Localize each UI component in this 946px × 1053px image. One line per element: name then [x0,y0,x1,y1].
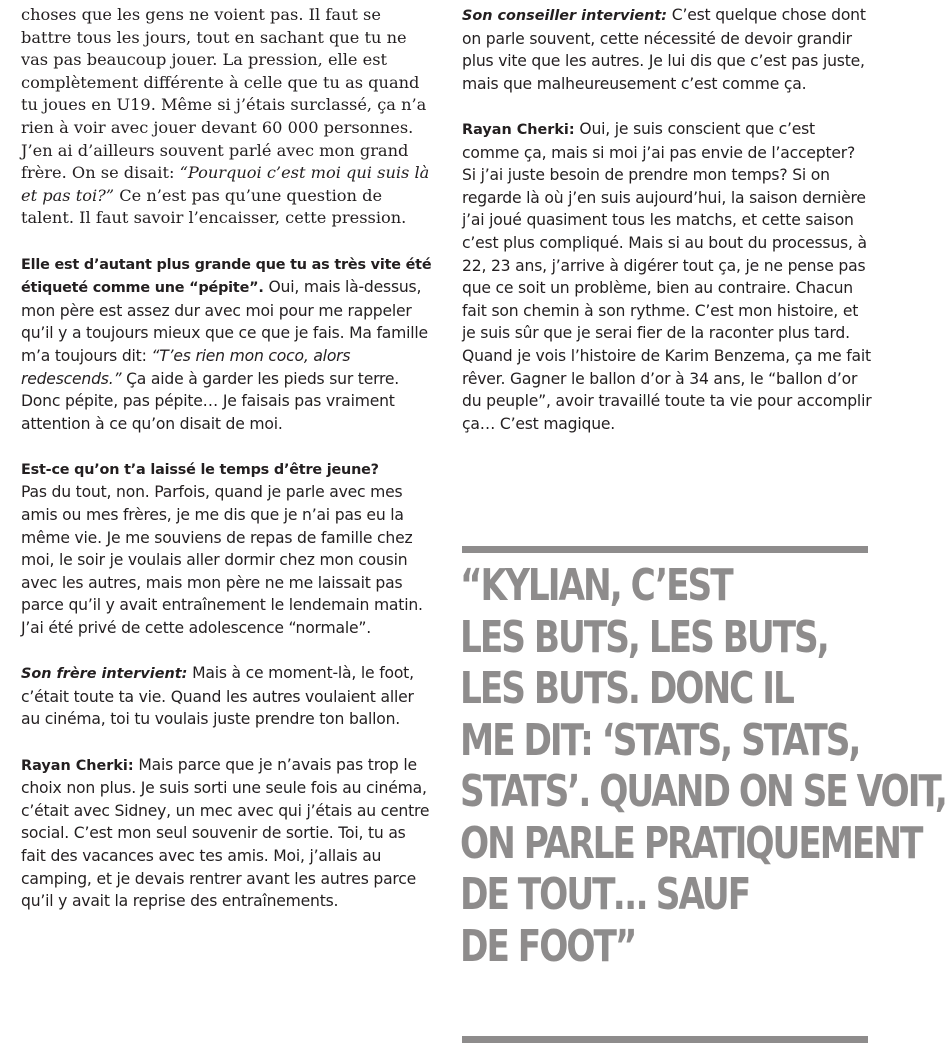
right-column [462,4,872,458]
quote-brother: “Pourquoi c’est moi qui suis là et pas toi?” [21,163,430,205]
paragraph-cinema: Rayan Cherki: Mais parce que je n’avais pas trop le choix non plus. Je suis sorti une seule fois au cinéma, c’était avec Sidney, un mec avec qui j’étais au centre social. C’est mon seul souvenir de sortie. Toi, tu as fait des vacances avec tes amis. Moi, j’allais au camping, et je devais rentrer avant les autres parce qu’il y avait la reprise des entraînements. [21,755,430,911]
paragraph-benzema: Rayan Cherki: Oui, je suis conscient que c’est comme ça, mais si moi j’ai pas envie de l’accepter? Si j’ai juste besoin de prendre mon temps? Si on regarde là où j’en suis aujourd’hui, la saison dernière j’ai joué quasiment tous les matchs, et cette saison c’est plus compliqué. Mais si au bout du processus, à 22, 23 ans, j’arrive à digérer tout ça, je ne pense pas que ce soit un problème, bien au contraire. Chacun fait son chemin à son rythme. C’est mon histoire, et je suis sûr que je serai fier de la raconter plus tard. Quand je vois l’histoire de Karim Benzema, ça me fait rêver. Gagner le ballon d’or à 34 ans, le “ballon d’or du peuple”, avoir travaillé toute ta vie pour accomplir ça… C’est magique. [462,119,872,433]
paragraph-youth [21,458,435,640]
pull-quote-line: LES BUTS, LES BUTS, [460,611,828,663]
question-youth: Est-ce qu’on t’a laissé le temps d’être jeune? [21,461,379,478]
pull-quote-top-rule [462,546,868,553]
answer-youth: Pas du tout, non. Parfois, quand je parle avec mes amis ou mes frères, je me dis que je n’ai pas eu la même vie. Je me souviens de repas de famille chez moi, le soir je voulais aller dormir chez mon cousin avec les autres, mais mon père ne me laissait pas parce qu’il y avait entraînement le lendemain matin. J’ai été privé de cette adolescence “normale”. [21,483,423,638]
speaker-rayan: Rayan Cherki: [21,757,134,774]
speaker-brother: Son frère intervient: [21,666,188,683]
paragraph-pressure: choses que les gens ne voient pas. Il faut se battre tous les jours, tout en sachant que tu ne vas pas beaucoup jouer. La pression, elle est complètement différente à celle que tu as quand tu joues en U19. Même si j’étais surclassé, ça n’a rien à voir avec jouer devant 60 000 personnes. J’en ai d’ailleurs souvent parlé avec mon grand frère. On se disait: “Pourquoi c’est moi qui suis là et pas toi?” Ce n’est pas qu’une question de talent. Il faut savoir l’encaisser, cette pression. [21,5,430,228]
left-column [21,4,435,935]
pull-quote-line: LES BUTS. DONC IL [460,663,793,714]
paragraph-advisor: Son conseiller intervient: C’est quelque chose dont on parle souvent, cette nécessité de devoir grandir plus vite que les autres. Je lui dis que c’est pas juste, mais que malheureusement c’est comme ça. [462,6,866,93]
pull-quote-line: ON PARLE PRATIQUEMENT [460,817,922,869]
paragraph-brother: Son frère intervient: Mais à ce moment-là, le foot, c’était toute ta vie. Quand les autres voulaient aller au cinéma, toi tu voulais juste prendre ton ballon. [21,664,414,729]
pull-quote-line: “KYLIAN, C’EST [460,560,732,611]
speaker-advisor: Son conseiller intervient: [462,8,668,24]
speaker-rayan: Rayan Cherki: [462,121,575,138]
pull-quote-bottom-rule [462,1036,868,1043]
pull-quote-line: STATS’. QUAND ON SE VOIT, [460,766,946,817]
quote-family: “T’es rien mon coco, alors redescends.” [21,346,351,388]
pull-quote-line: DE TOUT… SAUF [460,869,750,920]
pull-quote-line: DE FOOT” [460,920,636,972]
question-pepite: Elle est d’autant plus grande que tu as très vite été étiqueté comme une “pépite”. [21,256,432,297]
pull-quote [460,560,946,972]
paragraph-pepite: Elle est d’autant plus grande que tu as très vite été étiqueté comme une “pépite”. Oui, mais là-dessus, mon père est assez dur avec moi pour me rappeler qu’il y a toujours mieux que ce que je fais. Ma famille m’a toujours dit: “T’es rien mon coco, alors redescends.” Ça aide à garder les pieds sur terre. Donc pépite, pas pépite… Je faisais pas vraiment attention à ce qu’on disait de moi. [21,256,432,433]
pull-quote-line: ME DIT: ‘STATS, STATS, [460,714,860,766]
